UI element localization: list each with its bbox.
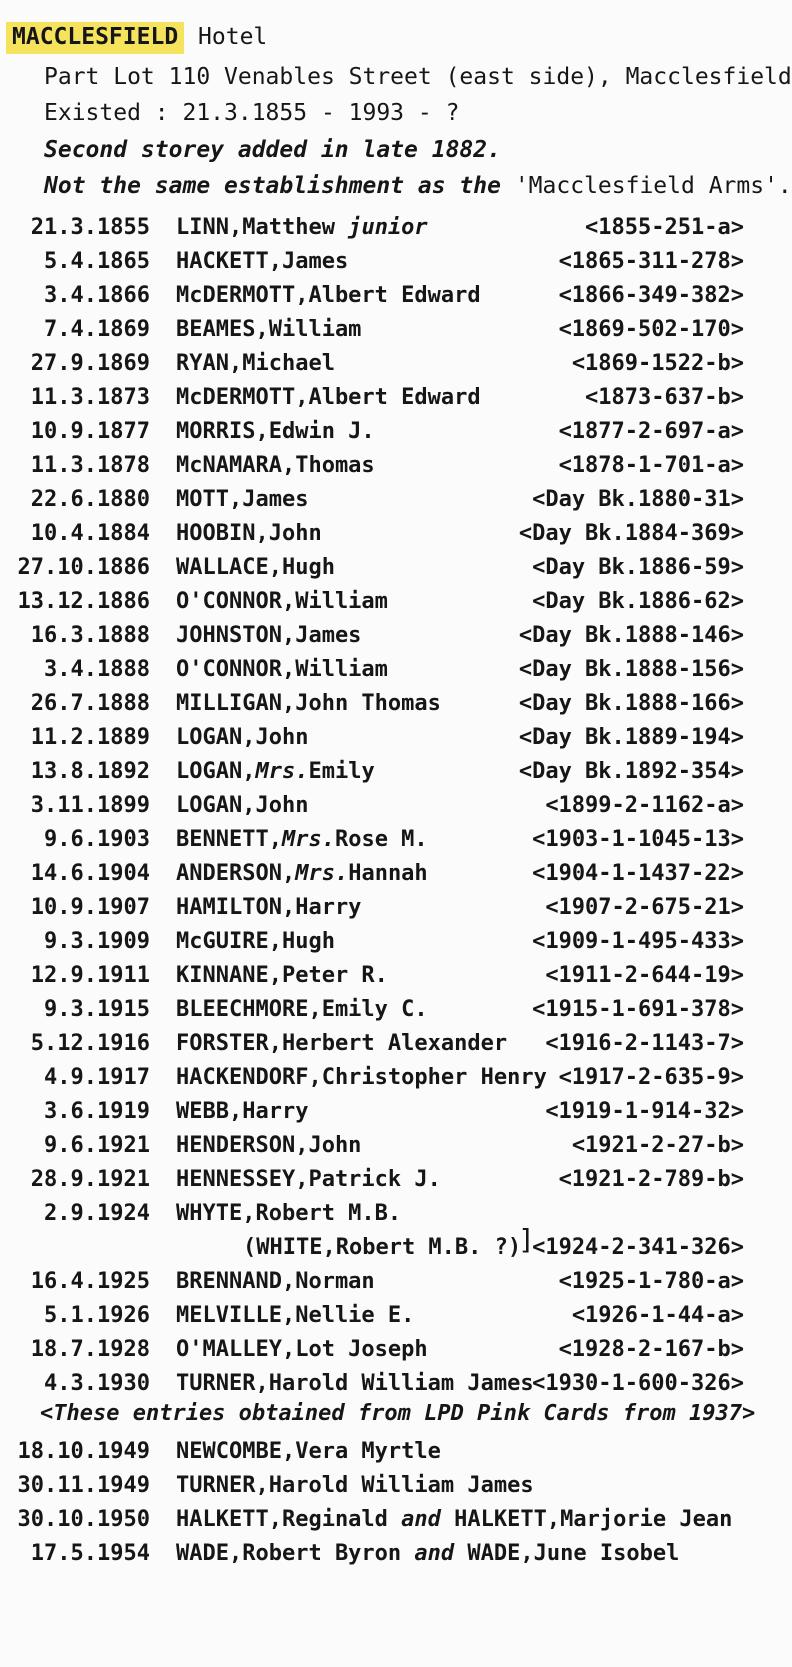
existed-line: Existed : 21.3.1855 - 1993 - ? xyxy=(44,100,460,126)
entry-date: 10.9.1907 xyxy=(30,895,150,920)
entry-reference: <1911-2-644-19> xyxy=(545,963,744,988)
entry-reference: <1869-1522-b> xyxy=(571,351,744,376)
entry-reference: <1921-2-27-b> xyxy=(571,1133,744,1158)
table-row xyxy=(0,1369,760,1399)
entry-name: WALLACE,Hugh xyxy=(176,555,335,580)
entry-date: 11.3.1878 xyxy=(30,453,150,478)
entry-date: 2.9.1924 xyxy=(44,1201,150,1226)
entry-name-italic: Mrs. xyxy=(281,827,335,852)
entry-date: 16.3.1888 xyxy=(30,623,150,648)
entry-reference: <1909-1-495-433> xyxy=(532,929,744,954)
entry-date: 9.3.1915 xyxy=(44,997,150,1022)
entry-reference: <1899-2-1162-a> xyxy=(545,793,744,818)
table-row xyxy=(0,689,760,719)
bracket-mark: ] xyxy=(518,1223,535,1256)
entry-name: BEAMES,William xyxy=(176,317,362,342)
entry-name: BLEECHMORE,Emily C. xyxy=(176,997,428,1022)
entry-reference: <Day Bk.1888-146> xyxy=(518,623,744,648)
entry-date: 10.4.1884 xyxy=(30,521,150,546)
table-row xyxy=(0,995,760,1025)
entry-reference: <1873-637-b> xyxy=(585,385,744,410)
table-row xyxy=(0,247,760,277)
table-row xyxy=(0,281,760,311)
table-row xyxy=(0,1165,760,1195)
entry-date: 10.9.1877 xyxy=(30,419,150,444)
pink-cards-note: <These entries obtained from LPD Pink Cards from 1937> xyxy=(40,1401,756,1426)
entry-reference: <Day Bk.1889-194> xyxy=(518,725,744,750)
entry-name: ANDERSON,Mrs.Hannah xyxy=(176,861,428,886)
entry-date: 30.11.1949 xyxy=(17,1473,150,1498)
entry-date: 30.10.1950 xyxy=(17,1507,150,1532)
table-row xyxy=(0,587,760,617)
table-row xyxy=(0,1063,760,1093)
entry-alt-name: (WHITE,Robert M.B. ?) xyxy=(243,1235,522,1260)
entry-name: HENNESSEY,Patrick J. xyxy=(176,1167,441,1192)
entry-date: 28.9.1921 xyxy=(30,1167,150,1192)
table-row xyxy=(0,1471,760,1501)
table-row xyxy=(0,1131,760,1161)
entry-reference: <Day Bk.1886-59> xyxy=(532,555,744,580)
table-row xyxy=(0,1335,760,1365)
entry-date: 4.3.1930 xyxy=(44,1371,150,1396)
entry-reference: <1904-1-1437-22> xyxy=(532,861,744,886)
table-row xyxy=(0,655,760,685)
entry-reference: <1925-1-780-a> xyxy=(558,1269,744,1294)
table-row xyxy=(0,349,760,379)
entry-date: 9.3.1909 xyxy=(44,929,150,954)
entry-name: MELVILLE,Nellie E. xyxy=(176,1303,415,1328)
entry-name: LOGAN,John xyxy=(176,793,309,818)
location-line: Part Lot 110 Venables Street (east side), Macclesfield xyxy=(44,64,792,90)
entry-name: LOGAN,John xyxy=(176,725,309,750)
entry-date: 16.4.1925 xyxy=(30,1269,150,1294)
entry-name: HACKETT,James xyxy=(176,249,349,274)
entry-date: 27.9.1869 xyxy=(30,351,150,376)
table-row xyxy=(0,1267,760,1297)
entry-name: TURNER,Harold William James xyxy=(176,1371,534,1396)
entry-name: FORSTER,Herbert Alexander xyxy=(176,1031,508,1056)
entry-date: 4.9.1917 xyxy=(44,1065,150,1090)
entry-reference: <1926-1-44-a> xyxy=(571,1303,744,1328)
entry-name-italic: junior xyxy=(348,215,428,240)
entry-name: BENNETT,Mrs.Rose M. xyxy=(176,827,428,852)
establishment-note-suffix: 'Macclesfield Arms'. xyxy=(514,173,792,199)
entry-name: MOTT,James xyxy=(176,487,309,512)
entry-name: WEBB,Harry xyxy=(176,1099,309,1124)
entry-name: TURNER,Harold William James xyxy=(176,1473,534,1498)
table-row xyxy=(0,927,760,957)
entry-reference: <1930-1-600-326> xyxy=(532,1371,744,1396)
storey-note: Second storey added in late 1882. xyxy=(44,137,501,163)
entry-reference: <1907-2-675-21> xyxy=(545,895,744,920)
entry-date: 11.3.1873 xyxy=(30,385,150,410)
entry-name: NEWCOMBE,Vera Myrtle xyxy=(176,1439,441,1464)
entry-date: 3.11.1899 xyxy=(30,793,150,818)
entry-date: 5.1.1926 xyxy=(44,1303,150,1328)
entry-reference: <1917-2-635-9> xyxy=(558,1065,744,1090)
entry-date: 14.6.1904 xyxy=(30,861,150,886)
entry-reference: <Day Bk.1892-354> xyxy=(518,759,744,784)
table-row xyxy=(0,825,760,855)
entry-date: 5.12.1916 xyxy=(30,1031,150,1056)
title-highlight: MACCLESFIELD xyxy=(6,22,184,54)
entry-date: 7.4.1869 xyxy=(44,317,150,342)
table-row xyxy=(0,1097,760,1127)
entry-name: O'CONNOR,William xyxy=(176,589,388,614)
establishment-note xyxy=(44,173,792,199)
entry-date: 13.8.1892 xyxy=(30,759,150,784)
table-row xyxy=(0,757,760,787)
entry-date: 26.7.1888 xyxy=(30,691,150,716)
table-row xyxy=(0,859,760,889)
table-row xyxy=(0,1199,760,1229)
entry-date: 22.6.1880 xyxy=(30,487,150,512)
entry-date: 11.2.1889 xyxy=(30,725,150,750)
entry-date: 3.4.1888 xyxy=(44,657,150,682)
table-row xyxy=(0,1029,760,1059)
entry-reference: <1869-502-170> xyxy=(558,317,744,342)
entry-reference: <1921-2-789-b> xyxy=(558,1167,744,1192)
table-row xyxy=(0,383,760,413)
entry-reference: <Day Bk.1888-166> xyxy=(518,691,744,716)
table-row xyxy=(0,961,760,991)
entry-name: MILLIGAN,John Thomas xyxy=(176,691,441,716)
entry-date: 3.6.1919 xyxy=(44,1099,150,1124)
entry-name: McDERMOTT,Albert Edward xyxy=(176,283,481,308)
entry-name: McDERMOTT,Albert Edward xyxy=(176,385,481,410)
entry-name: HOOBIN,John xyxy=(176,521,322,546)
entry-name: LOGAN,Mrs.Emily xyxy=(176,759,375,784)
entry-reference: <Day Bk.1886-62> xyxy=(532,589,744,614)
entry-reference: <Day Bk.1880-31> xyxy=(532,487,744,512)
entry-name: WHYTE,Robert M.B. xyxy=(176,1201,402,1226)
entry-reference: <Day Bk.1884-369> xyxy=(518,521,744,546)
table-row xyxy=(0,417,760,447)
entry-name: KINNANE,Peter R. xyxy=(176,963,388,988)
entry-reference: <1919-1-914-32> xyxy=(545,1099,744,1124)
table-row xyxy=(0,519,760,549)
entry-name-italic: Mrs. xyxy=(295,861,349,886)
entry-reference: <1924-2-341-326> xyxy=(532,1235,744,1260)
entry-reference: <1878-1-701-a> xyxy=(558,453,744,478)
entry-name: MORRIS,Edwin J. xyxy=(176,419,375,444)
table-row xyxy=(0,485,760,515)
table-row xyxy=(0,621,760,651)
table-row xyxy=(0,553,760,583)
entry-reference: <1865-311-278> xyxy=(558,249,744,274)
entry-name: HAMILTON,Harry xyxy=(176,895,362,920)
entry-name: O'CONNOR,William xyxy=(176,657,388,682)
entry-name: RYAN,Michael xyxy=(176,351,335,376)
entry-name: McNAMARA,Thomas xyxy=(176,453,375,478)
entry-name: McGUIRE,Hugh xyxy=(176,929,335,954)
document-title xyxy=(10,24,267,50)
entry-date: 12.9.1911 xyxy=(30,963,150,988)
establishment-note-prefix: Not the same establishment as the xyxy=(44,173,501,199)
entry-date: 13.12.1886 xyxy=(17,589,150,614)
entry-date: 9.6.1921 xyxy=(44,1133,150,1158)
entry-date: 27.10.1886 xyxy=(17,555,150,580)
entry-reference: <1915-1-691-378> xyxy=(532,997,744,1022)
entry-reference: <1866-349-382> xyxy=(558,283,744,308)
entry-reference: <Day Bk.1888-156> xyxy=(518,657,744,682)
entry-name: JOHNSTON,James xyxy=(176,623,362,648)
entry-name: BRENNAND,Norman xyxy=(176,1269,375,1294)
entry-date: 3.4.1866 xyxy=(44,283,150,308)
entry-name: HALKETT,Reginald and HALKETT,Marjorie Jean xyxy=(176,1507,733,1532)
table-row xyxy=(0,213,760,243)
entry-name: WADE,Robert Byron and WADE,June Isobel xyxy=(176,1541,680,1566)
entry-name-italic: and xyxy=(401,1507,441,1532)
entry-name-italic: and xyxy=(414,1541,455,1566)
entry-reference: <1877-2-697-a> xyxy=(558,419,744,444)
table-row xyxy=(0,1437,760,1467)
entry-date: 21.3.1855 xyxy=(30,215,150,240)
table-row xyxy=(0,1539,760,1569)
title-suffix: Hotel xyxy=(198,24,268,50)
entry-name: LINN,Matthew junior xyxy=(176,215,428,240)
entry-date: 18.10.1949 xyxy=(17,1439,150,1464)
entry-reference: <1903-1-1045-13> xyxy=(532,827,744,852)
table-row xyxy=(0,1505,760,1535)
table-row xyxy=(0,791,760,821)
entry-name: O'MALLEY,Lot Joseph xyxy=(176,1337,428,1362)
table-row xyxy=(0,451,760,481)
table-row xyxy=(0,1301,760,1331)
entry-date: 17.5.1954 xyxy=(30,1541,150,1566)
entry-name-italic: Mrs. xyxy=(255,759,309,784)
entry-name: HENDERSON,John xyxy=(176,1133,362,1158)
table-row xyxy=(0,1223,760,1263)
entry-date: 18.7.1928 xyxy=(30,1337,150,1362)
entry-reference: <1916-2-1143-7> xyxy=(545,1031,744,1056)
entry-name: HACKENDORF,Christopher Henry xyxy=(176,1065,547,1090)
entry-date: 9.6.1903 xyxy=(44,827,150,852)
table-row xyxy=(0,893,760,923)
entry-reference: <1855-251-a> xyxy=(585,215,744,240)
entry-reference: <1928-2-167-b> xyxy=(558,1337,744,1362)
table-row xyxy=(0,723,760,753)
entry-date: 5.4.1865 xyxy=(44,249,150,274)
table-row xyxy=(0,315,760,345)
